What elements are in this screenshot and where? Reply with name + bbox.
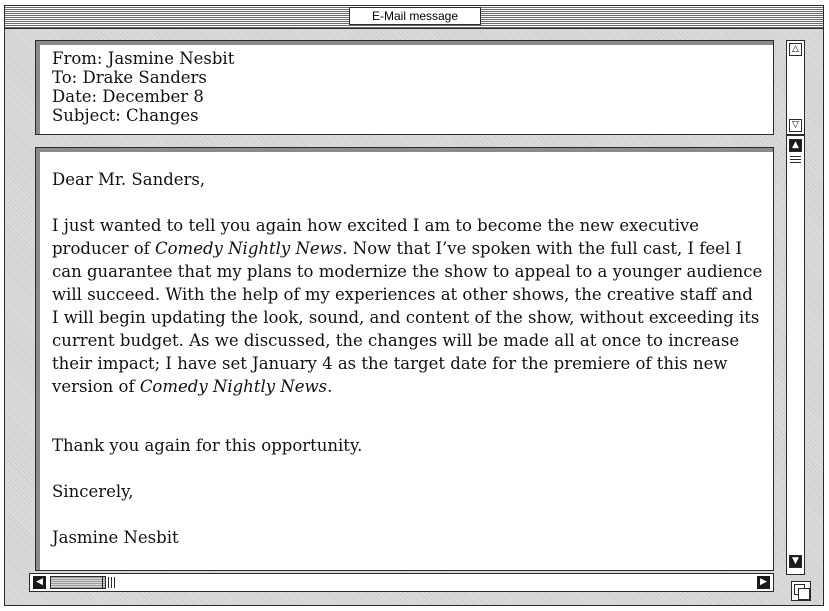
- down-arrow-icon[interactable]: ▼: [789, 555, 802, 568]
- paragraph-text-middle: . Now that I’ve spoken with the full cast, I feel I can guarantee that my plans to modernize the show to appeal to a younger audience will succeed. With the help of my experiences at other shows, the creative staff and I will begin updating the look, sound, and content of the show, without exceeding its current budget. As we discussed, the changes will be made all at once to increase their impact; I have set January 4 as the target date for the premiere of this new version of: [52, 239, 763, 396]
- scroll-thumb-grip[interactable]: [790, 156, 801, 165]
- paragraph-text-start: I just wanted to tell you again how excited I am to become the new executive producer of: [52, 216, 700, 258]
- subject-line: Subject: Changes: [52, 106, 199, 125]
- paragraph-text-end: .: [327, 377, 333, 396]
- from-line: From: Jasmine Nesbit: [52, 49, 235, 68]
- left-arrow-icon[interactable]: ◀: [33, 576, 46, 589]
- horizontal-scroll-thumb[interactable]: [50, 576, 106, 589]
- up-arrow-icon[interactable]: △: [789, 43, 802, 56]
- header-pane: [35, 40, 774, 135]
- header-scrollbar[interactable]: [786, 40, 805, 135]
- thanks-line: Thank you again for this opportunity.: [52, 436, 363, 455]
- closing-line: Sincerely,: [52, 482, 134, 501]
- scroll-grip: [102, 577, 116, 588]
- greeting: Dear Mr. Sanders,: [52, 170, 206, 189]
- title-bar[interactable]: [5, 6, 823, 29]
- resize-icon[interactable]: [791, 581, 811, 601]
- window-title: E-Mail message: [349, 7, 481, 25]
- to-line: To: Drake Sanders: [52, 68, 207, 87]
- show-title: Comedy Nightly News: [155, 239, 343, 258]
- show-title: Comedy Nightly News: [139, 377, 328, 396]
- horizontal-scrollbar[interactable]: [29, 573, 774, 592]
- signature: Jasmine Nesbit: [52, 528, 179, 547]
- message-body[interactable]: [35, 147, 774, 571]
- body-paragraph: [52, 214, 764, 398]
- email-window: [4, 5, 824, 606]
- date-line: Date: December 8: [52, 87, 204, 106]
- down-arrow-icon[interactable]: ▽: [789, 119, 802, 132]
- right-arrow-icon[interactable]: ▶: [757, 576, 770, 589]
- body-scrollbar[interactable]: [786, 135, 805, 575]
- up-arrow-icon[interactable]: ▲: [789, 139, 802, 152]
